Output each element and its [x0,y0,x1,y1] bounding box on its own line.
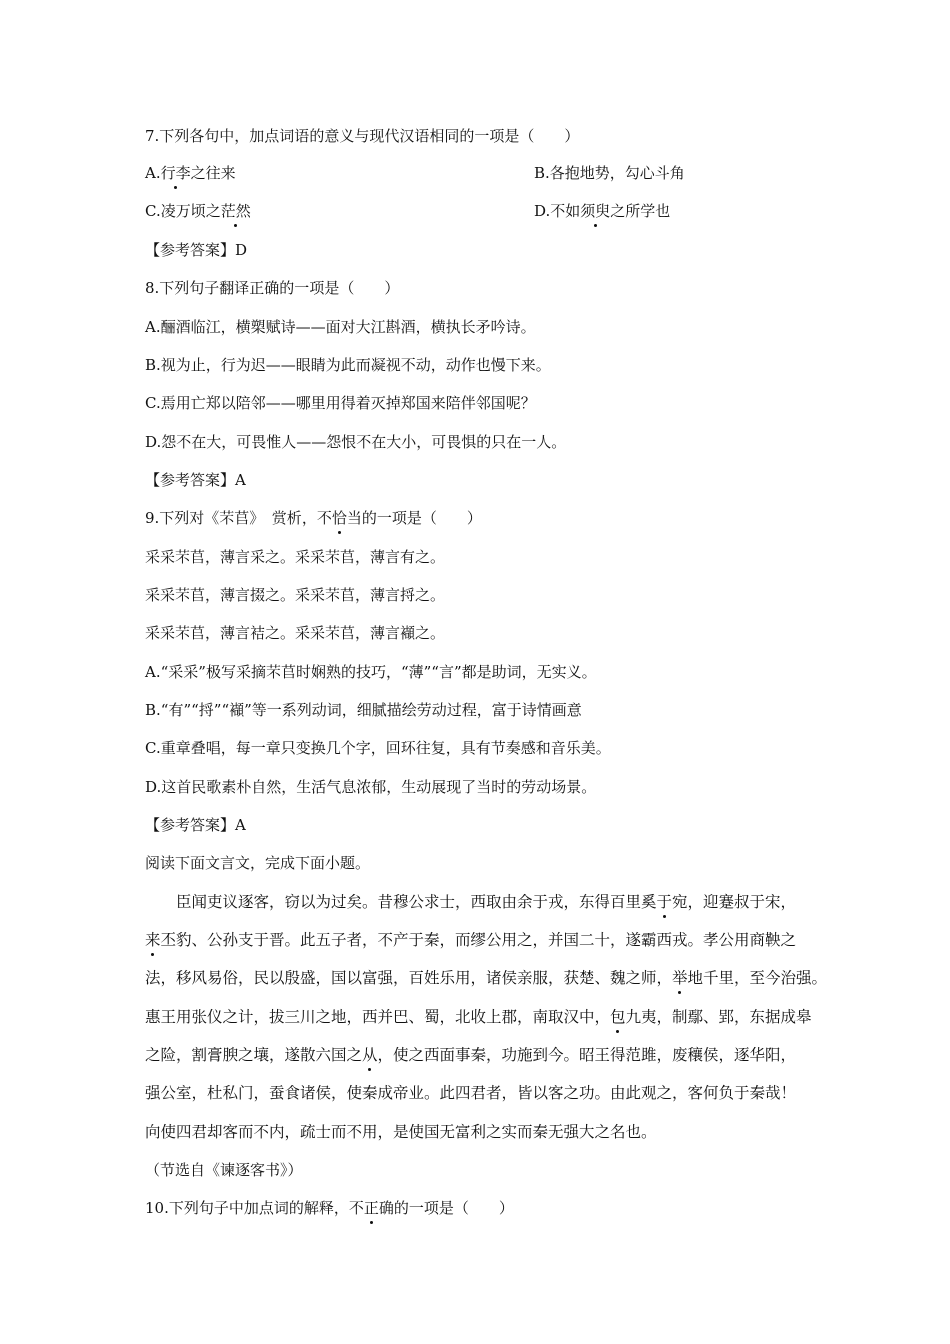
passage-line-4-prefix: 惠王用张仪之计，拔三川之地，西并巴、蜀，北收上郡，南取汉中， [145,1008,611,1026]
q7-c-dotted-word: 茫然 [220,202,251,220]
passage-line-3-prefix: 法，移风易俗，民以殷盛，国以富强，百姓乐用，诸侯亲服，获楚、魏之师， [145,969,673,987]
q7-option-b: B.各抱地势，勾心斗角 [534,164,685,182]
q10-stem-suffix: 的一项是（ ） [393,1199,514,1217]
q7-d-prefix: D.不如 [534,202,581,220]
passage-line-5 [145,1044,796,1066]
q9-option-d: D.这首民歌素朴自然，生活气息浓郁，生动展现了当时的劳动场景。 [145,778,597,796]
passage-line-6: 强公室，杜私门，蚕食诸侯，使秦成帝业。此四君者，皆以客之功。由此观之，客何负于秦哉！ [145,1084,797,1102]
q9-answer: 【参考答案】A [145,816,246,834]
q7-d-suffix: 之所学也 [610,202,671,220]
passage-line-1-suffix: 宛，迎蹇叔于宋， [672,893,797,911]
passage-line-2-suffix: 丕豹、公孙支于晋。此五子者，不产于秦，而缪公用之，并国二十，遂霸西戎。孝公用商鞅之 [160,931,797,949]
q9-stem-prefix: 9.下列对《芣苢》 赏析， [145,509,317,527]
passage-dotted-word-bao: 包 [610,1008,626,1026]
q7-a-prefix: A. [145,164,161,182]
q8-option-a: A.酾酒临江，横槊赋诗——面对大江斟酒，横执长矛吟诗。 [145,318,536,336]
q7-option-d [534,200,670,222]
reading-intro: 阅读下面文言文，完成下面小题。 [145,854,371,872]
q7-option-a [145,162,236,184]
q9-stem-dotted-word: 不恰当 [316,509,362,527]
passage-dotted-word-cong: 从 [362,1046,378,1064]
passage-line-5-suffix: ，使之西面事秦，功施到今。昭王得范雎，废穰侯，逐华阳， [377,1046,797,1064]
passage-line-1-prefix: 臣闻吏议逐客，窃以为过矣。昔穆公求士，西取由余于戎，东得百里奚 [145,893,657,911]
q8-stem: 8.下列句子翻译正确的一项是（ ） [145,279,400,297]
q8-option-b: B.视为止，行为迟——眼睛为此而凝视不动，动作也慢下来。 [145,356,551,374]
passage-line-1 [145,891,796,913]
passage-source: （节选自《谏逐客书》） [145,1161,303,1179]
q9-poem-line-1: 采采芣苢，薄言采之。采采芣苢，薄言有之。 [145,548,446,566]
passage-dotted-word-yu: 于 [656,893,673,911]
passage-line-2 [145,929,796,951]
q7-answer: 【参考答案】D [145,241,248,259]
passage-line-4 [145,1006,812,1028]
passage-dotted-word-lai: 来 [145,931,161,949]
q7-option-c [145,200,251,222]
q7-a-dotted-word: 行李 [160,164,191,182]
q10-stem-prefix: 10.下列句子中加点词的解释， [145,1199,349,1217]
q9-option-c: C.重章叠唱，每一章只变换几个字，回环往复，具有节奏感和音乐美。 [145,739,611,757]
passage-line-3-suffix: 地千里，至今治强。 [687,969,828,987]
q8-answer: 【参考答案】A [145,471,246,489]
passage-line-4-suffix: 九夷，制鄢、郢，东据成皋 [625,1008,812,1026]
q10-stem [145,1197,514,1219]
q9-poem-line-2: 采采芣苢，薄言掇之。采采芣苢，薄言捋之。 [145,586,446,604]
q7-d-dotted-word: 须臾 [580,202,611,220]
q10-stem-dotted-word: 不正确 [348,1199,394,1217]
q9-option-a: A.“采采”极写采摘芣苢时娴熟的技巧，“薄”“言”都是助词，无实义。 [145,663,597,681]
q7-c-prefix: C.凌万顷之 [145,202,221,220]
passage-dotted-word-ju: 举 [672,969,688,987]
q8-option-d: D.怨不在大，可畏惟人——怨恨不在大小，可畏惧的只在一人。 [145,433,567,451]
q7-stem: 7.下列各句中，加点词语的意义与现代汉语相同的一项是（ ） [145,127,580,145]
q8-option-c: C.焉用亡郑以陪邻——哪里用得着灭掉郑国来陪伴邻国呢？ [145,394,536,412]
q9-option-b: B.“有”“捋”“襭”等一系列动词，细腻描绘劳动过程，富于诗情画意 [145,701,582,719]
q7-a-suffix: 之往来 [190,164,236,182]
passage-line-7: 向使四君却客而不内，疏士而不用，是使国无富利之实而秦无强大之名也。 [145,1123,657,1141]
passage-line-3 [145,967,827,989]
q9-poem-line-3: 采采芣苢，薄言袺之。采采芣苢，薄言襭之。 [145,624,446,642]
q9-stem [145,507,482,529]
passage-line-5-prefix: 之险，割膏腴之壤，遂散六国之 [145,1046,363,1064]
q9-stem-suffix: 的一项是（ ） [361,509,482,527]
